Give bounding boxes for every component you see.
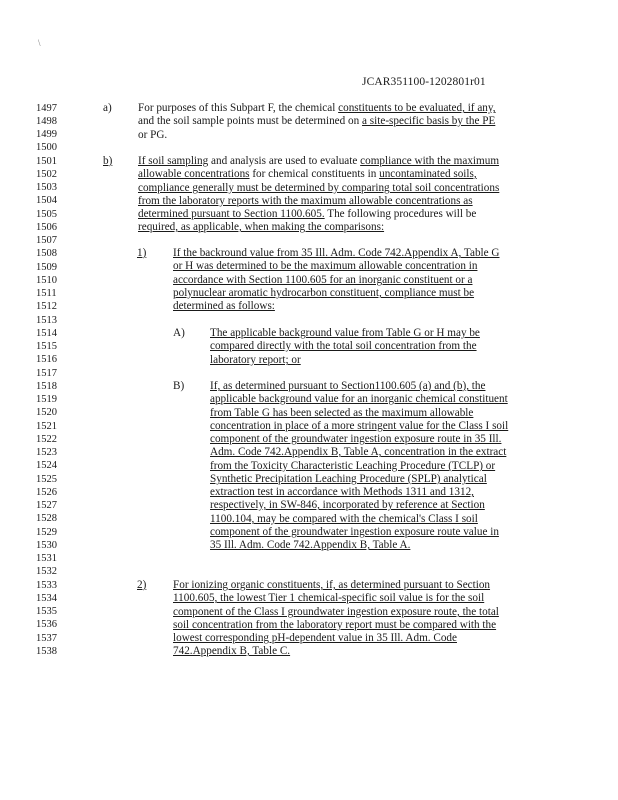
text-line (173, 645, 290, 658)
line-number: 1527 (36, 500, 57, 511)
text-segment: and analysis are used to evaluate (208, 155, 361, 167)
text-segment: uncontaminated soils, (379, 168, 477, 180)
item-A-label: A) (173, 327, 185, 339)
text-line (173, 619, 496, 632)
text-segment: constituents to be evaluated, if any, (338, 102, 496, 114)
text-line (138, 102, 496, 115)
text-line (173, 579, 490, 592)
text-segment: and the soil sample points must be determined on (138, 115, 363, 127)
section-a-label: a) (103, 102, 112, 114)
text-segment: concentration in place of a more stringent value for the Class I soil (210, 420, 509, 432)
text-segment: If, as determined pursuant to Section1100.605 (a) and (b), the (210, 380, 486, 392)
text-segment: compliance with the maximum (360, 155, 500, 167)
line-number: 1509 (36, 262, 57, 273)
text-segment: a site-specific basis by the PE (362, 115, 496, 127)
line-number: 1526 (36, 487, 57, 498)
item-B-label: B) (173, 380, 185, 392)
text-segment: component of the groundwater ingestion exposure route value in (210, 526, 499, 538)
text-line (173, 592, 484, 605)
line-number: 1506 (36, 222, 57, 233)
line-number: 1519 (36, 394, 57, 405)
line-number: 1533 (36, 580, 57, 591)
text-segment: from Table G has been selected as the maximum allowable (210, 407, 474, 419)
line-number: 1510 (36, 275, 57, 286)
text-segment: allowable concentrations (138, 168, 250, 180)
text-segment: determined as follows: (173, 300, 275, 312)
text-segment: If the backround value from 35 Ill. Adm. Code 742.Appendix A, Table G (173, 247, 500, 259)
line-number: 1525 (36, 474, 57, 485)
text-segment: for chemical constituents in (249, 168, 380, 180)
line-number: 1497 (36, 103, 57, 114)
line-number: 1515 (36, 341, 57, 352)
text-segment: lowest corresponding pH-dependent value in 35 Ill. Adm. Code (173, 632, 457, 644)
line-number: 1529 (36, 527, 57, 538)
text-segment: 1100.104, may be compared with the chemical's Class I soil (210, 513, 478, 525)
text-segment: accordance with Section 1100.605 (173, 274, 330, 286)
line-number: 1513 (36, 315, 57, 326)
text-line (138, 182, 499, 195)
text-line (173, 274, 473, 287)
text-segment: compared directly with the total soil concentration from the (210, 340, 477, 352)
text-segment: The following procedures will be (324, 208, 477, 220)
text-line (210, 473, 487, 486)
text-segment: component of the groundwater ingestion exposure route in 35 Ill. (210, 433, 502, 445)
line-number: 1522 (36, 434, 57, 445)
text-segment: extraction test in accordance with Methods 1311 and 1312, (210, 486, 474, 498)
text-line (210, 327, 480, 340)
text-segment: polynuclear aromatic hydrocarbon constituent, compliance must be (173, 287, 475, 299)
item-1-label: 1) (137, 247, 147, 259)
text-line (173, 260, 477, 273)
text-segment: For ionizing organic constituents, if, as determined pursuant to Section (173, 579, 491, 591)
text-line (173, 247, 500, 260)
line-number: 1530 (36, 540, 57, 551)
document-id: JCAR351100-1202801r01 (362, 76, 486, 88)
text-segment: The applicable background value from Table G or H may be (210, 327, 480, 339)
text-segment: required, as applicable, when making the comparisons: (138, 221, 385, 233)
line-number: 1508 (36, 248, 57, 259)
line-number: 1498 (36, 116, 57, 127)
text-segment: component of the Class I groundwater ingestion exposure route, the total (173, 606, 499, 618)
line-number: 1502 (36, 169, 57, 180)
line-number: 1517 (36, 368, 57, 379)
text-line (210, 433, 501, 446)
text-segment: Synthetic Precipitation Leaching Procedure (SPLP) analytical (210, 473, 487, 485)
text-segment: 742.Appendix B, Table C. (173, 645, 291, 657)
text-line (138, 195, 473, 208)
text-line (210, 380, 485, 393)
line-number: 1518 (36, 381, 57, 392)
text-segment: If soil sampling (138, 155, 209, 167)
text-line (210, 499, 485, 512)
text-segment: laboratory report; or (210, 354, 301, 366)
text-segment: determined pursuant to Section 1100.605. (138, 208, 325, 220)
text-segment: applicable background value for an inorganic chemical constituent (210, 393, 508, 405)
item-2-label: 2) (137, 579, 147, 591)
text-line (138, 129, 167, 142)
text-segment: compliance generally must be determined by comparing total soil concentrations (138, 182, 500, 194)
line-number: 1531 (36, 553, 57, 564)
line-number: 1524 (36, 460, 57, 471)
page-mark: \ (38, 38, 41, 48)
text-segment: soil concentration from the laboratory report must be compared with the (173, 619, 497, 631)
line-number: 1537 (36, 633, 57, 644)
line-number: 1536 (36, 619, 57, 630)
line-number: 1511 (36, 288, 57, 299)
text-segment: Adm. Code 742.Appendix B, Table A, concentration in the extract (210, 446, 507, 458)
text-line (210, 393, 508, 406)
text-line (138, 155, 499, 168)
line-number: 1528 (36, 513, 57, 524)
text-line (173, 287, 474, 300)
line-number: 1499 (36, 129, 57, 140)
text-line (210, 420, 508, 433)
line-number: 1504 (36, 195, 57, 206)
text-line (210, 513, 478, 526)
text-line (138, 115, 495, 128)
line-number: 1523 (36, 447, 57, 458)
line-number: 1503 (36, 182, 57, 193)
text-line (210, 354, 301, 367)
line-number: 1534 (36, 593, 57, 604)
line-number: 1512 (36, 301, 57, 312)
line-number: 1538 (36, 646, 57, 657)
text-segment: 1100.605, the lowest Tier 1 chemical-specific soil value is for the soil (173, 592, 485, 604)
text-segment: 35 Ill. Adm. Code 742.Appendix B, Table A. (210, 539, 411, 551)
text-segment: or PG. (138, 129, 168, 141)
line-number: 1535 (36, 606, 57, 617)
text-line (210, 407, 473, 420)
line-number: 1505 (36, 209, 57, 220)
text-segment: from the Toxicity Characteristic Leaching Procedure (TCLP) or (210, 460, 496, 472)
line-number: 1520 (36, 407, 57, 418)
text-line (173, 606, 499, 619)
text-line (173, 632, 457, 645)
line-number: 1501 (36, 156, 57, 167)
text-segment: from the laboratory reports with the maximum allowable concentrations as (138, 195, 473, 207)
line-number: 1532 (36, 566, 57, 577)
line-number: 1507 (36, 235, 57, 246)
text-segment: respectively, in SW-846, incorporated by reference at Section (210, 499, 485, 511)
line-number: 1521 (36, 421, 57, 432)
text-segment: or H was determined to be the maximum allowable concentration in (173, 260, 478, 272)
text-line (210, 460, 495, 473)
text-line (138, 208, 476, 221)
line-number: 1514 (36, 328, 57, 339)
text-line (210, 486, 474, 499)
text-line (210, 526, 499, 539)
text-line (138, 221, 384, 234)
text-line (210, 446, 506, 459)
text-line (173, 300, 275, 313)
line-number: 1500 (36, 142, 57, 153)
text-line (210, 539, 410, 552)
text-segment: for an inorganic constituent or a (329, 274, 473, 286)
text-segment: For purposes of this Subpart F, the chemical (138, 102, 339, 114)
section-b-label: b) (103, 155, 113, 167)
line-number: 1516 (36, 354, 57, 365)
text-line (138, 168, 477, 181)
text-line (210, 340, 477, 353)
